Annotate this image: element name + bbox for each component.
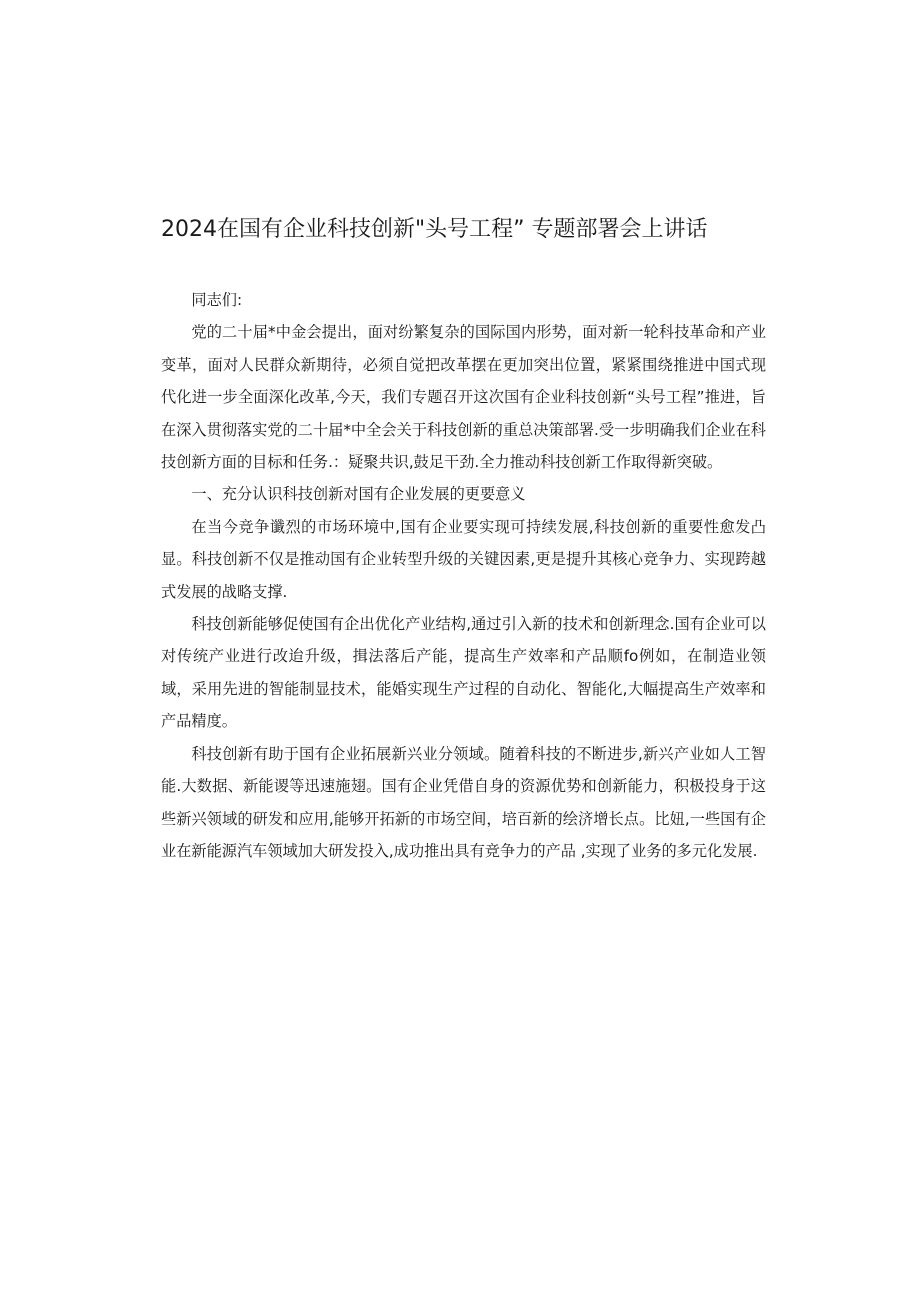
- section-heading: 一、充分认识科技创新对国有企业发展的更要意义: [191, 485, 526, 504]
- document-body: [161, 284, 766, 867]
- paragraph: 科技创新能够促使国有企出优化产业结构,通过引入新的技术和创新理念.国有企业可以对传统产业进行改迨升级，揖法落后产能，提高生产效率和产品顺fo例如，在制造业领域，采用先进的智能制显技术，能婚实现生产过程的自动化、智能化,大幅提高生产效率和产品精度。: [161, 615, 766, 731]
- paragraph: 在当今竞争谶烈的市场环境中,国有企业要实现可持续发展,科技创新的重要性愈发凸显。科技创新不仅是推动国有企业转型升级的关键因素,更是提升其核心竞争力、实现跨越式发展的战略支撑.: [161, 517, 766, 601]
- paragraph-intro: 党的二十届*中金会提出，面对纷繁复杂的国际国内形势，面对新一轮科技革命和产业变革，面对人民群众新期待，必须自觉把改革摆在更加突出位置，紧紧围绕推进中国式现代化进一步全面深化改革,今天，我们专题召开这次国有企业科技创新“头号工程”推进，旨在深入贯彻落实党的二十届*中全会关于科技创新的重总决策部署.受一步明确我们企业在科技创新方面的目标和任务.：疑聚共识,鼓足干劲.全力推动科技创新工作取得新突破。: [161, 323, 766, 472]
- salutation: 同志们:: [191, 291, 243, 309]
- paragraph: 科技创新有助于国有企业拓展新兴业分领域。随着科技的不断进步,新兴产业如人工智能.大数据、新能谡等迅速施翅。国有企业凭借自身的资源优势和创新能力，积极投身于这些新兴领域的研发和应用,能够开拓新的市场空间，培百新的绘济增长点。比妞,一些国有企业在新能源汽车领域加大研发投入,成功推出具有竞争力的产品 ,实现了业务的多元化发展.: [161, 744, 766, 860]
- document-title: 2024在国有企业科技创新"头号工程” 专题部署会上讲话: [161, 217, 708, 242]
